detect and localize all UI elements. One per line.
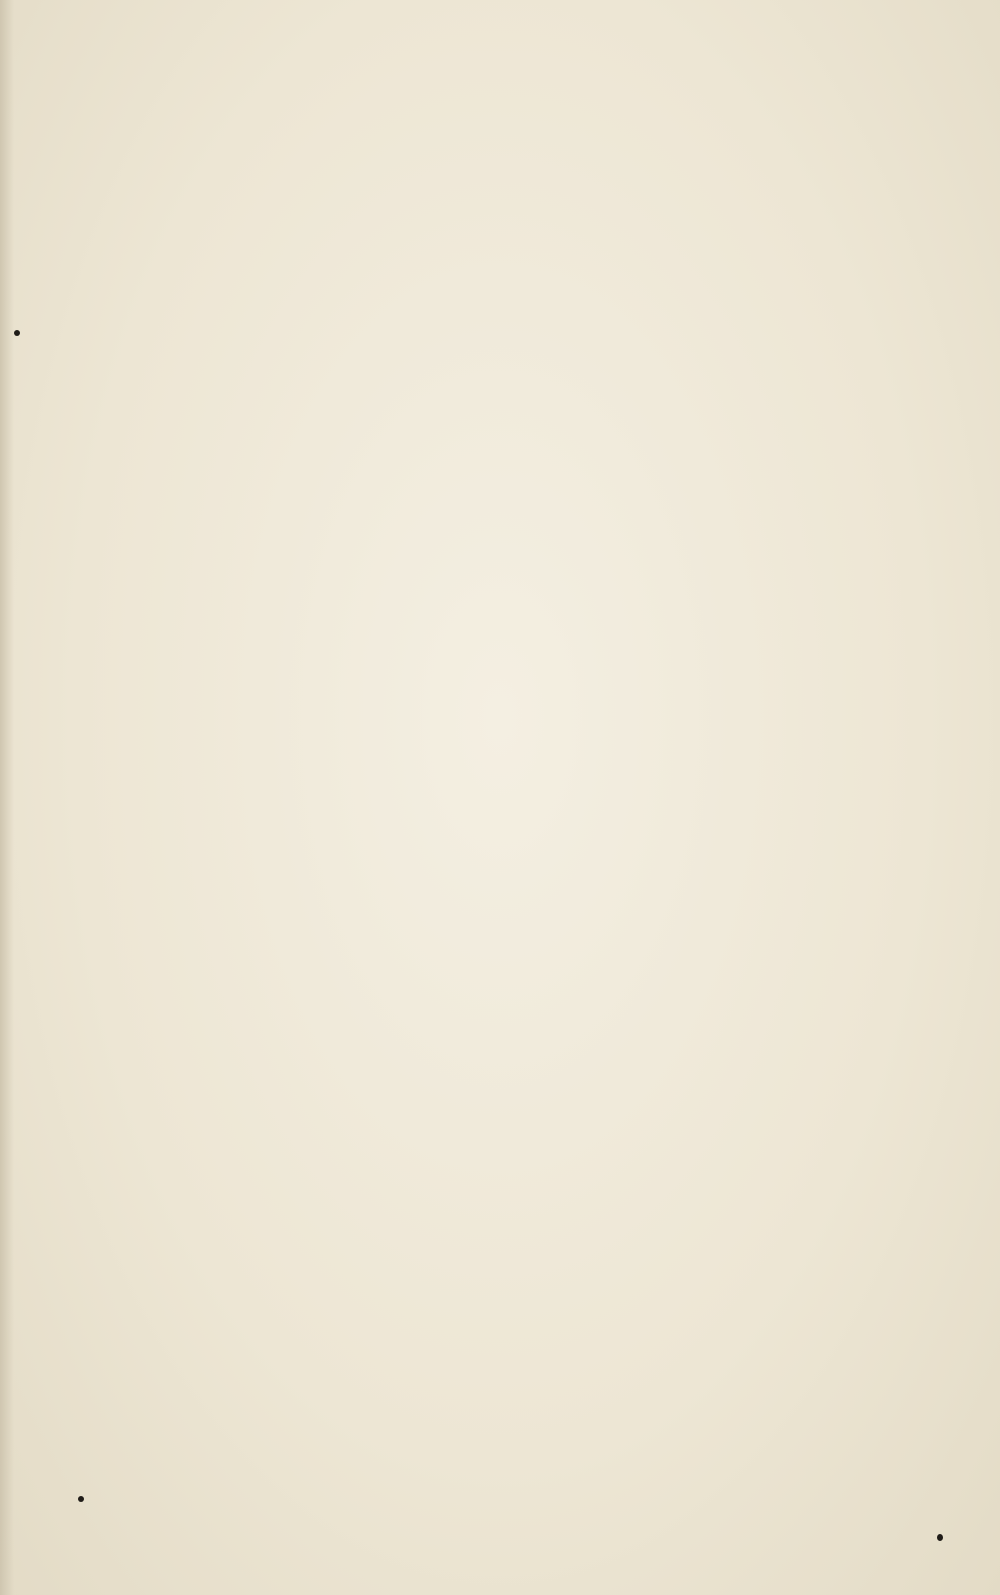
page-header [0,72,1000,108]
ink-spot [14,330,20,336]
ink-spot [78,1496,84,1502]
ink-spot [937,1534,943,1541]
